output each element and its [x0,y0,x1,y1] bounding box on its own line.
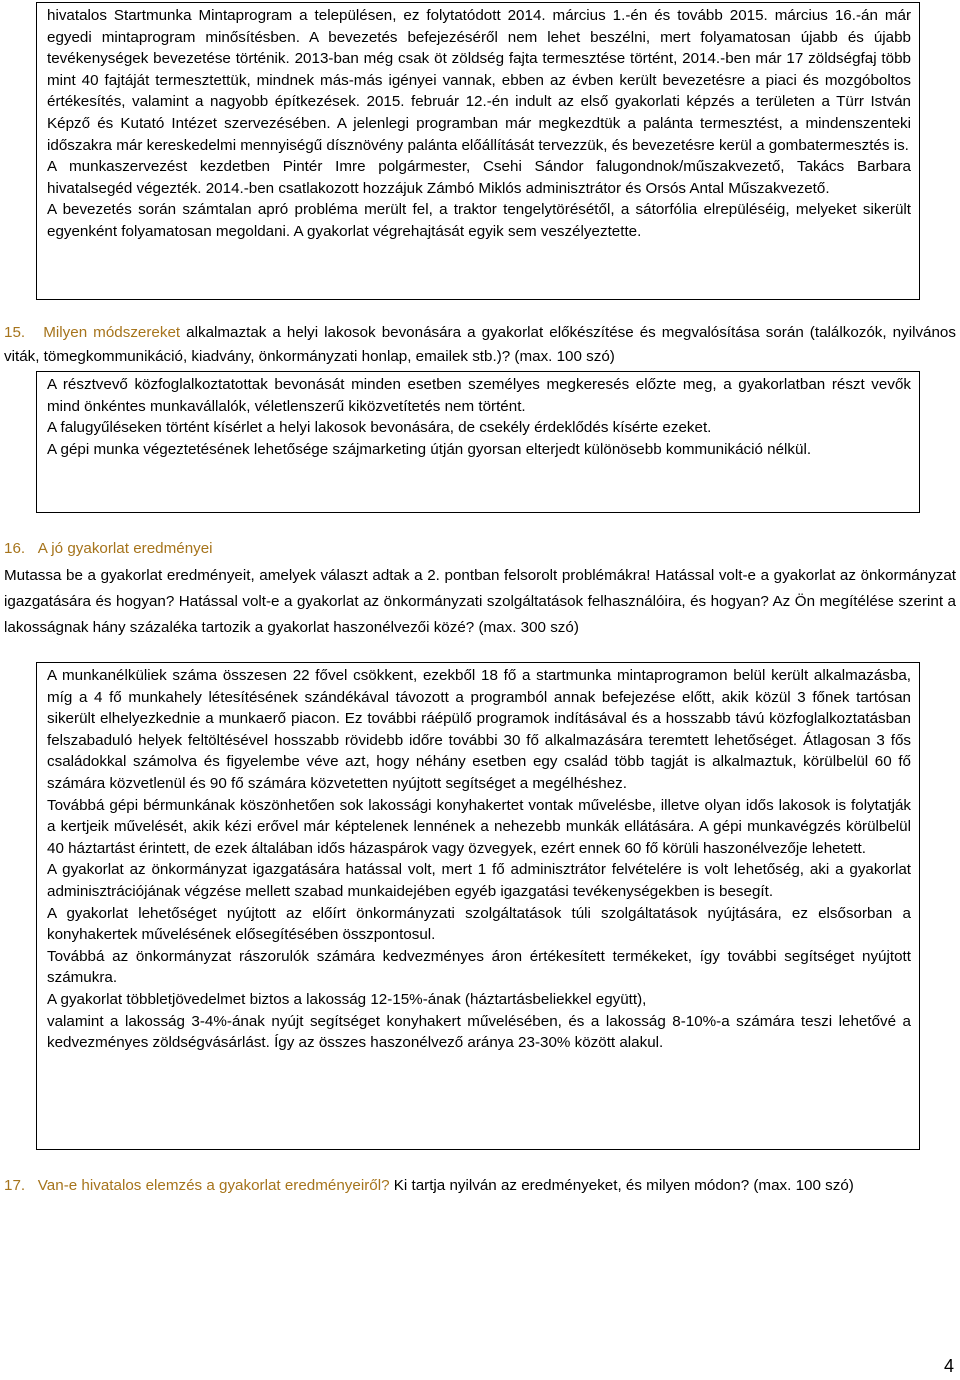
page-number: 4 [943,1356,954,1376]
box1-paragraph-2: A munkaszervezést kezdetben Pintér Imre polgármester, Csehi Sándor falugondnok/műszakvezető, Takács Barbara hivatalsegéd végezték. 2014.-ben csatlakozott hozzájuk Zámbó Miklós adminisztrátor és Orsós Antal Műszakvezető. [47,158,911,197]
box2-paragraph-1: A résztvevő közfoglalkoztatottak bevonását minden esetben személyes megkeresés előzte meg, a gyakorlatban részt vevők mind önkéntes munkavállalók, véletlenszerű kiközvetítetés nem történt. [47,376,911,415]
question-15-title: Milyen módszereket [43,324,181,341]
box3-paragraph-6: A gyakorlat többletjövedelmet biztos a lakosság 12-15%-ának (háztartásbeliekkel együtt), [47,990,647,1008]
box3-paragraph-3: A gyakorlat az önkormányzat igazgatására hatással volt, mert 1 fő adminisztrátor felvételére is volt lehetőség, aki a gyakorlat adminisztrációjának végzése mellett szabad munkaidejében egyéb igazgatási tevékenységekben is besegít. [47,861,911,900]
answer-box-16 [36,662,920,1150]
question-16-number: 16. [4,540,26,557]
box1-paragraph-1: hivatalos Startmunka Mintaprogram a településen, ez folytatódott 2014. március 1.-én és tovább 2015. március 16.-án már egyedi mintaprogram minősítésben. A bevezetés befejezéséről nem lehet beszélni, mert folyamatosan újabb és újabb tevékenységek bevezetése történik. 2013-ban még csak öt zöldség fajta termesztése történt, 2014.-ben már 17 zöldségfaj több mint 40 fajtáját termesztettük, mindnek más-más igényei vannak, ebben az évben került bevezetésre a piaci és mozgóboltos értékesítés, valamint a nagyobb építkezések. 2015. február 12.-én indult az első gyakorlati képzés a területen a Türr István Képző és Kutató Intézet szervezésében. A jelenlegi programban már megkezdtük a palánta termesztést, a mindenszenteki időszakra már kereskedelmi mennyiségű dísznövény palánta előállítását tervezzük, és bevezetésre kerül a gombatermesztés is. [47,7,911,154]
question-15 [4,321,956,369]
question-17-text: Ki tartja nyilván az eredményeket, és milyen módon? (max. 100 szó) [389,1177,854,1194]
answer-box-14 [36,2,920,300]
question-16-heading [4,538,213,560]
answer-box-15 [36,371,920,513]
question-16-title: A jó gyakorlat eredményei [37,540,213,557]
box3-paragraph-2: Továbbá gépi bérmunkának köszönhetően sok lakossági konyhakertet vontak művelésbe, illetve olyan idős lakosok is folytatják a kertjeik művelését, akik kézi erővel már képtelenek lennének a nehezebb munkák ellátására. A gépi munkavégzés körülbelül 40 háztartást érintett, de ezek általában idős házaspárok vagy özvegyek, ezért ennek 60 fő körüli haszonélvezője lehetett. [47,796,911,857]
box3-paragraph-1: A munkanélküliek száma összesen 22 fővel csökkent, ezekből 18 fő a startmunka mintaprogramon belül került alkalmazásba, míg a 4 fő munkahely létesítésének szándékával távozott a programból annak befejezése előtt, akik közül 3 főnek tartósan sikerült elhelyezkednie a munkaerő piacon. Ez további ráépülő programok indításával és a hosszabb távú közfoglalkoztatásban felszabaduló helyek feltöltésével hosszabb rövidebb időre további 30 fő alkalmazására teremtett lehetőséget. Átlagosan 3 fős családokkal számolva és figyelembe véve azt, hogy néhány esetben egy család több tagját is alkalmaztuk, körülbelül 60 fő számára közvetlenül és 90 fő számára közvetetten nyújtott segítséget a megélhéshez. [47,667,911,792]
question-15-text: alkalmaztak a helyi lakosok bevonására a gyakorlat előkészítése és megvalósítása során (találkozók, nyilvános viták, tömegkommunikáció, kiadvány, önkormányzati honlap, emailek stb.)? (max. 100 szó) [4,324,956,365]
box2-paragraph-3: A gépi munka végeztetésének lehetősége szájmarketing útján gyorsan elterjedt különösebb kommunikáció nélkül. [47,440,812,458]
box3-paragraph-4: A gyakorlat lehetőséget nyújtott az előírt önkormányzati szolgáltatások túli szolgáltatások nyújtására, ez elsősorban a konyhakertek művelésének elősegítésében összpontosul. [47,904,911,944]
box2-paragraph-2: A falugyűléseken történt kísérlet a helyi lakosok bevonására, de csekély érdeklődés kísérte ezeket. [47,419,712,437]
question-17-title: Van-e hivatalos elemzés a gyakorlat eredményeiről? [37,1177,390,1194]
question-17 [4,1174,956,1198]
box3-paragraph-5: Továbbá az önkormányzat rászorulók számára kedvezményes áron értékesített termékeket, így további segítséget nyújtott számukra. [47,947,911,987]
box1-paragraph-3: A bevezetés során számtalan apró probléma merült fel, a traktor tengelytörésétől, a sátorfólia elrepüléséig, melyeket sikerült egyenként folyamatosan megoldani. A gyakorlat végrehajtását egyik sem veszélyeztette. [47,201,911,240]
box3-paragraph-7: valamint a lakosság 3-4%-ának nyújt segítséget konyhakert művelésében, és a lakosság 8-10%-a számára teszi lehetővé a kedvezményes zöldségvásárlást. Így az összes haszonélvező aránya 23-30% között alakul. [47,1012,911,1052]
question-16-text: Mutassa be a gyakorlat eredményeit, amelyek választ adtak a 2. pontban felsorolt problémákra! Hatással volt-e a gyakorlat az önkormányzat igazgatására és hogyan? Hatással volt-e a gyakorlat az önkormányzati szolgáltatások felhasználóira, és hogyan? Az Ön megítélése szerint a lakosságnak hány százaléka tartozik a gyakorlat haszonélvezői közé? (max. 300 szó) [4,567,956,636]
question-17-number: 17. [4,1177,26,1194]
question-15-number: 15. [4,324,26,341]
